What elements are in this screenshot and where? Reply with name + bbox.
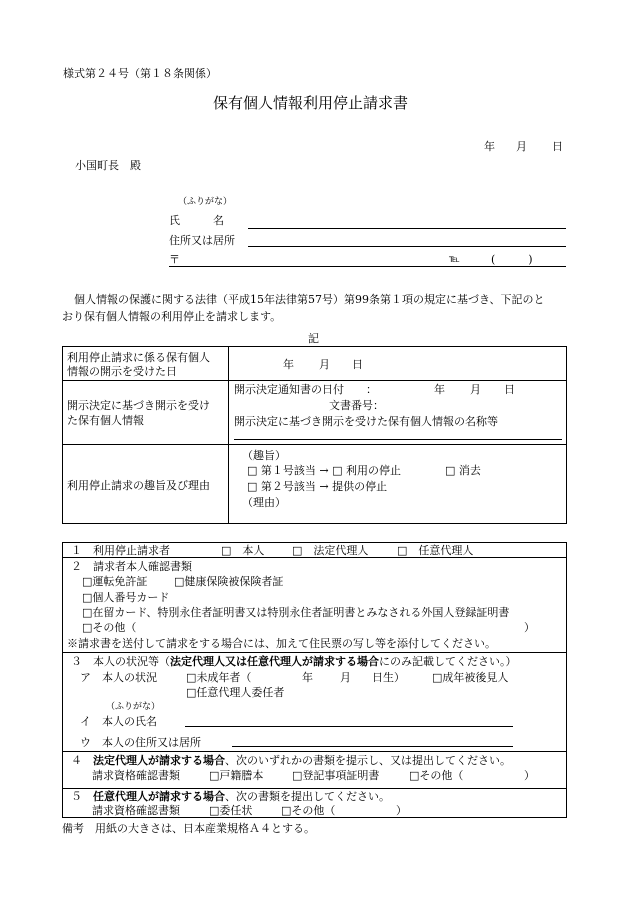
- ki-heading: 記: [308, 332, 319, 345]
- row2-label-line1: 開示決定に基づき開示を受け: [67, 399, 210, 412]
- postal-mark: 〒: [169, 253, 180, 266]
- doc-other-checkbox[interactable]: □その他（: [82, 621, 137, 634]
- row2-doc-no: 文書番号：: [329, 399, 384, 412]
- footnote: 備考 用紙の大きさは、日本産業規格Ａ４とする。: [62, 822, 315, 835]
- table-row-sep: [62, 751, 567, 752]
- minor-born: 日生）: [372, 671, 405, 684]
- requester-voluntary-agent-checkbox[interactable]: □ 任意代理人: [397, 544, 474, 557]
- section3-title: ３ 本人の状況等（法定代理人又は任意代理人が請求する場合にのみ記載してください。）: [71, 655, 517, 668]
- body-text-line1: 個人情報の保護に関する法律（平成15年法律第57号）第99条第１項の規定に基づき、下記のと: [74, 293, 545, 306]
- date-day-label: 日: [552, 140, 563, 153]
- section2-note: ※請求書を送付して請求をする場合には、加えて住民票の写し等を添付してください。: [67, 637, 496, 650]
- row2-info-name: 開示決定に基づき開示を受けた保有個人情報の名称等: [234, 415, 498, 428]
- page-title: 保有個人情報利用停止請求書: [213, 94, 409, 112]
- minor-checkbox[interactable]: □未成年者（: [186, 671, 252, 684]
- section2-title: ２ 請求者本人確認書類: [71, 560, 192, 573]
- table-row-sep: [62, 444, 567, 445]
- row2-month: 月: [470, 383, 481, 396]
- section1-label: １ 利用停止請求者: [71, 544, 170, 557]
- doc-insurance-checkbox[interactable]: □健康保険被保険者証: [174, 575, 284, 588]
- date-month-label: 月: [516, 140, 527, 153]
- row3-purpose-heading: （趣旨）: [242, 449, 286, 462]
- minor-year: 年: [302, 671, 313, 684]
- principal-name-label: イ 本人の氏名: [80, 715, 157, 728]
- section5-title: ５ 任意代理人が請求する場合、次の書類を提出してください。: [71, 790, 390, 803]
- table-row-sep: [62, 557, 567, 558]
- power-of-attorney-checkbox[interactable]: □委任状: [209, 804, 253, 817]
- doc-mynumber-checkbox[interactable]: □個人番号カード: [82, 591, 170, 604]
- principal-name-field[interactable]: [185, 726, 513, 727]
- row2-day: 日: [504, 383, 515, 396]
- section4-docs-label: 請求資格確認書類: [92, 769, 180, 782]
- voluntary-principal-checkbox[interactable]: □任意代理人委任者: [186, 686, 285, 699]
- table-divider: [228, 346, 229, 524]
- furigana-label: （ふりがな）: [178, 197, 233, 207]
- doc-other-close: ）: [524, 621, 535, 634]
- row1-month: 月: [319, 358, 330, 371]
- address-label: 住所又は居所: [169, 234, 235, 247]
- name-field[interactable]: [248, 228, 566, 229]
- name-label: 氏 名: [169, 214, 224, 227]
- tel-paren: ( ): [491, 253, 533, 266]
- section3-furigana: （ふりがな）: [106, 702, 161, 712]
- table-row-sep: [62, 652, 567, 653]
- family-register-checkbox[interactable]: □戸籍謄本: [209, 769, 264, 782]
- adult-ward-checkbox[interactable]: □成年被後見人: [432, 671, 509, 684]
- row2-info-field[interactable]: [234, 439, 562, 440]
- section4-other-close: ）: [524, 769, 535, 782]
- section3-status-label: ア 本人の状況: [80, 671, 157, 684]
- body-text-line2: おり保有個人情報の利用停止を請求します。: [62, 310, 282, 323]
- tel-label: ℡: [449, 254, 460, 265]
- row2-label-line2: た保有個人情報: [67, 414, 144, 427]
- principal-address-field[interactable]: [232, 746, 513, 747]
- section5-other-close: ）: [396, 804, 407, 817]
- row2-notice-date: 開示決定通知書の日付 ：: [234, 383, 377, 396]
- row1-label-line1: 利用停止請求に係る保有個人: [67, 351, 210, 364]
- row1-year: 年: [283, 358, 294, 371]
- row3-option1-erase[interactable]: □ 消去: [445, 464, 481, 477]
- section4-title: ４ 法定代理人が請求する場合、次のいずれかの書類を提示し、又は提出してください。: [71, 754, 511, 767]
- date-year-label: 年: [484, 140, 495, 153]
- registry-certificate-checkbox[interactable]: □登記事項証明書: [292, 769, 380, 782]
- addressee: 小国町長 殿: [75, 159, 141, 172]
- address-field[interactable]: [248, 246, 566, 247]
- table-row-sep: [62, 380, 567, 381]
- section5-docs-label: 請求資格確認書類: [92, 804, 180, 817]
- row3-label: 利用停止請求の趣旨及び理由: [67, 479, 210, 492]
- doc-residence-card-checkbox[interactable]: □在留カード、特別永住者証明書又は特別永住者証明書とみなされる外国人登録証明書: [82, 606, 510, 619]
- row3-reason-heading: （理由）: [242, 496, 286, 509]
- principal-address-label: ウ 本人の住所又は居所: [80, 736, 201, 749]
- table-row-sep: [62, 788, 567, 789]
- doc-license-checkbox[interactable]: □運転免許証: [82, 575, 148, 588]
- postal-tel-field[interactable]: [169, 266, 566, 267]
- row3-option2[interactable]: □ 第２号該当 → 提供の停止: [247, 480, 388, 493]
- requester-legal-agent-checkbox[interactable]: □ 法定代理人: [292, 544, 369, 557]
- row1-label-line2: 情報の開示を受けた日: [67, 365, 177, 378]
- requester-self-checkbox[interactable]: □ 本人: [221, 544, 265, 557]
- minor-month: 月: [340, 671, 351, 684]
- section5-other-checkbox[interactable]: □その他（: [281, 804, 336, 817]
- row3-option1[interactable]: □ 第１号該当 → □ 利用の停止: [247, 464, 401, 477]
- section4-other-checkbox[interactable]: □その他（: [409, 769, 464, 782]
- row2-year: 年: [434, 383, 445, 396]
- row1-day: 日: [352, 358, 363, 371]
- form-number: 様式第２４号（第１８条関係）: [63, 67, 217, 80]
